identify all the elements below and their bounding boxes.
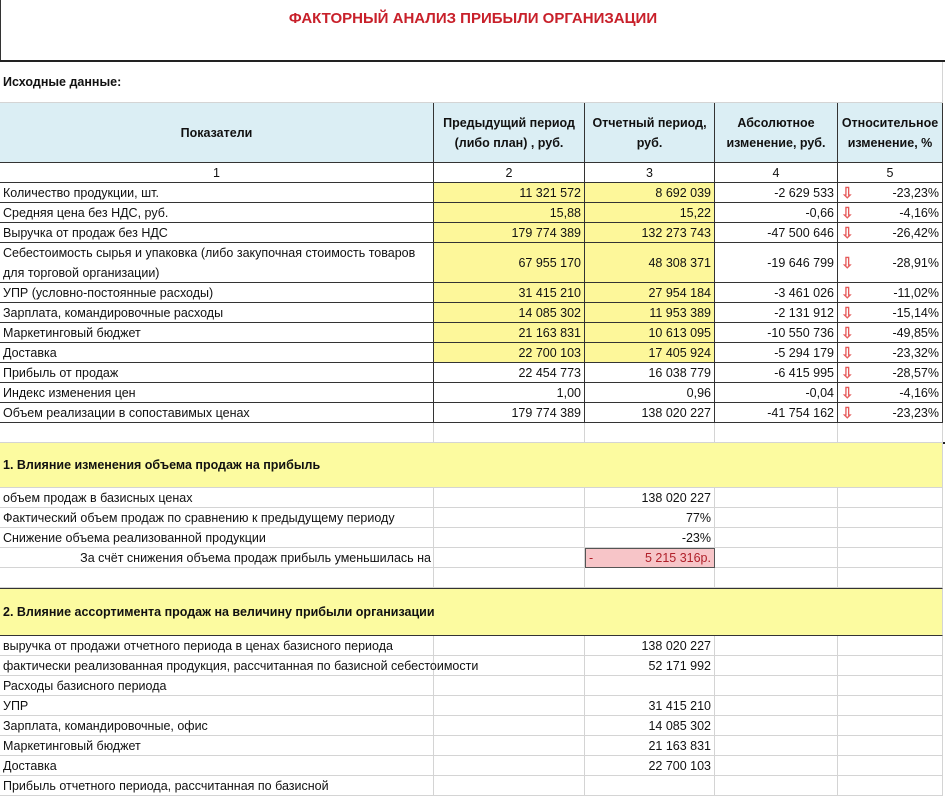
previous-value: 179 774 389 (434, 403, 585, 423)
empty-cell (838, 548, 943, 568)
row-label: Себестоимость сырья и упаковка (либо закупочная стоимость товаров для торговой организации) (0, 243, 434, 283)
empty-cell (838, 756, 943, 776)
row-label: Доставка (0, 756, 434, 776)
absolute-change: -6 415 995 (715, 363, 838, 383)
empty-cell (434, 423, 585, 443)
relative-value: -28,57% (892, 365, 939, 380)
absolute-change: -19 646 799 (715, 243, 838, 283)
arrow-down-icon: ⇩ (841, 364, 854, 382)
section-label: Исходные данные: (0, 62, 943, 103)
empty-cell (0, 423, 434, 443)
arrow-down-icon: ⇩ (841, 344, 854, 362)
column-number: 2 (434, 163, 585, 183)
relative-value: -11,02% (893, 285, 939, 300)
row-label: Индекс изменения цен (0, 383, 434, 403)
absolute-change: -0,66 (715, 203, 838, 223)
relative-change (838, 303, 943, 323)
empty-cell (434, 736, 585, 756)
previous-value[interactable]: 67 955 170 (434, 243, 585, 283)
absolute-change: -5 294 179 (715, 343, 838, 363)
empty-cell (715, 548, 838, 568)
arrow-down-icon: ⇩ (841, 184, 854, 202)
result-sign: - (589, 551, 594, 565)
empty-cell (585, 423, 715, 443)
row-value: 31 415 210 (585, 696, 715, 716)
row-label: УПР (условно-постоянные расходы) (0, 283, 434, 303)
row-label: Средняя цена без НДС, руб. (0, 203, 434, 223)
row-label: Расходы базисного периода (0, 676, 434, 696)
relative-change (838, 403, 943, 423)
previous-value[interactable]: 14 085 302 (434, 303, 585, 323)
relative-value: -23,23% (892, 405, 939, 420)
relative-change (838, 363, 943, 383)
relative-change (838, 283, 943, 303)
header-indicator: Показатели (0, 103, 434, 163)
previous-value[interactable]: 31 415 210 (434, 283, 585, 303)
arrow-down-icon: ⇩ (841, 254, 854, 272)
empty-cell (434, 488, 585, 508)
previous-value[interactable]: 11 321 572 (434, 183, 585, 203)
column-number: 3 (585, 163, 715, 183)
current-value: 16 038 779 (585, 363, 715, 383)
row-label: Прибыль отчетного периода, рассчитанная по базисной (0, 776, 434, 796)
previous-value: 22 454 773 (434, 363, 585, 383)
row-label: Объем реализации в сопоставимых ценах (0, 403, 434, 423)
empty-cell (715, 508, 838, 528)
empty-cell (838, 508, 943, 528)
empty-cell (715, 488, 838, 508)
arrow-down-icon: ⇩ (841, 304, 854, 322)
empty-cell (434, 716, 585, 736)
empty-cell (838, 528, 943, 548)
empty-cell (838, 696, 943, 716)
column-number: 4 (715, 163, 838, 183)
current-value: 138 020 227 (585, 403, 715, 423)
absolute-change: -41 754 162 (715, 403, 838, 423)
relative-change (838, 223, 943, 243)
header-absolute: Абсолютное изменение, руб. (715, 103, 838, 163)
row-value: 22 700 103 (585, 756, 715, 776)
header-previous: Предыдущий период (либо план) , руб. (434, 103, 585, 163)
empty-cell (715, 696, 838, 716)
empty-cell (838, 656, 943, 676)
row-value: 52 171 992 (585, 656, 715, 676)
empty-cell (434, 776, 585, 796)
empty-cell (434, 548, 585, 568)
relative-value: -15,14% (892, 305, 939, 320)
empty-cell (838, 736, 943, 756)
relative-value: -4,16% (899, 385, 939, 400)
empty-cell (715, 423, 838, 443)
empty-cell (715, 656, 838, 676)
empty-cell (715, 776, 838, 796)
arrow-down-icon: ⇩ (841, 284, 854, 302)
current-value[interactable]: 132 273 743 (585, 223, 715, 243)
row-label: фактически реализованная продукция, рассчитанная по базисной себестоимости (0, 656, 434, 676)
relative-change (838, 183, 943, 203)
sheet-title: ФАКТОРНЫЙ АНАЛИЗ ПРИБЫЛИ ОРГАНИЗАЦИИ (0, 0, 945, 60)
row-label: Маркетинговый бюджет (0, 736, 434, 756)
empty-cell (838, 776, 943, 796)
current-value[interactable]: 15,22 (585, 203, 715, 223)
empty-cell (434, 636, 585, 656)
previous-value[interactable]: 15,88 (434, 203, 585, 223)
empty-cell (0, 568, 434, 588)
arrow-down-icon: ⇩ (841, 404, 854, 422)
section1-title: 1. Влияние изменения объема продаж на прибыль (0, 443, 943, 488)
previous-value[interactable]: 22 700 103 (434, 343, 585, 363)
row-value: 138 020 227 (585, 488, 715, 508)
empty-cell (434, 676, 585, 696)
empty-cell (838, 488, 943, 508)
absolute-change: -10 550 736 (715, 323, 838, 343)
empty-cell (715, 568, 838, 588)
current-value: 0,96 (585, 383, 715, 403)
row-value: -23% (585, 528, 715, 548)
current-value[interactable]: 11 953 389 (585, 303, 715, 323)
previous-value[interactable]: 21 163 831 (434, 323, 585, 343)
result-value: 5 215 316р. (644, 551, 711, 565)
current-value[interactable]: 27 954 184 (585, 283, 715, 303)
empty-cell (715, 676, 838, 696)
column-number: 5 (838, 163, 943, 183)
relative-value: -26,42% (892, 225, 939, 240)
current-value[interactable]: 17 405 924 (585, 343, 715, 363)
empty-cell (838, 716, 943, 736)
absolute-change: -2 131 912 (715, 303, 838, 323)
header-relative: Относительное изменение, % (838, 103, 943, 163)
relative-value: -4,16% (899, 205, 939, 220)
row-label: Количество продукции, шт. (0, 183, 434, 203)
section2-title: 2. Влияние ассортимента продаж на величину прибыли организации (0, 588, 943, 636)
empty-cell (434, 528, 585, 548)
empty-cell (715, 636, 838, 656)
row-label: Выручка от продаж без НДС (0, 223, 434, 243)
empty-cell (434, 568, 585, 588)
row-label: выручка от продажи отчетного периода в ценах базисного периода (0, 636, 434, 656)
result-value (585, 548, 715, 568)
previous-value: 1,00 (434, 383, 585, 403)
absolute-change: -2 629 533 (715, 183, 838, 203)
empty-cell (838, 636, 943, 656)
empty-cell (715, 528, 838, 548)
row-value (585, 776, 715, 796)
empty-cell (838, 568, 943, 588)
header-current: Отчетный период, руб. (585, 103, 715, 163)
relative-value: -49,85% (892, 325, 939, 340)
relative-change (838, 203, 943, 223)
row-label: Снижение объема реализованной продукции (0, 528, 434, 548)
absolute-change: -3 461 026 (715, 283, 838, 303)
row-label: Фактический объем продаж по сравнению к предыдущему периоду (0, 508, 434, 528)
relative-change (838, 343, 943, 363)
row-value: 14 085 302 (585, 716, 715, 736)
empty-cell (434, 508, 585, 528)
arrow-down-icon: ⇩ (841, 204, 854, 222)
absolute-change: -0,04 (715, 383, 838, 403)
current-value[interactable]: 10 613 095 (585, 323, 715, 343)
empty-cell (715, 736, 838, 756)
row-label: Зарплата, командировочные, офис (0, 716, 434, 736)
empty-cell (585, 568, 715, 588)
arrow-down-icon: ⇩ (841, 324, 854, 342)
relative-value: -28,91% (892, 255, 939, 270)
relative-value: -23,32% (892, 345, 939, 360)
relative-change (838, 243, 943, 283)
row-value (585, 676, 715, 696)
relative-value: -23,23% (892, 185, 939, 200)
row-value: 77% (585, 508, 715, 528)
current-value[interactable]: 48 308 371 (585, 243, 715, 283)
current-value[interactable]: 8 692 039 (585, 183, 715, 203)
arrow-down-icon: ⇩ (841, 224, 854, 242)
row-value: 21 163 831 (585, 736, 715, 756)
row-label: объем продаж в базисных ценах (0, 488, 434, 508)
arrow-down-icon: ⇩ (841, 384, 854, 402)
empty-cell (838, 423, 943, 443)
row-label: Доставка (0, 343, 434, 363)
row-label: Маркетинговый бюджет (0, 323, 434, 343)
relative-change (838, 383, 943, 403)
row-value: 138 020 227 (585, 636, 715, 656)
empty-cell (838, 676, 943, 696)
row-label: Зарплата, командировочные расходы (0, 303, 434, 323)
column-number: 1 (0, 163, 434, 183)
empty-cell (434, 756, 585, 776)
absolute-change: -47 500 646 (715, 223, 838, 243)
relative-change (838, 323, 943, 343)
empty-cell (434, 696, 585, 716)
empty-cell (715, 756, 838, 776)
result-label: За счёт снижения объема продаж прибыль уменьшилась на (0, 548, 434, 568)
row-label: Прибыль от продаж (0, 363, 434, 383)
previous-value[interactable]: 179 774 389 (434, 223, 585, 243)
empty-cell (715, 716, 838, 736)
row-label: УПР (0, 696, 434, 716)
